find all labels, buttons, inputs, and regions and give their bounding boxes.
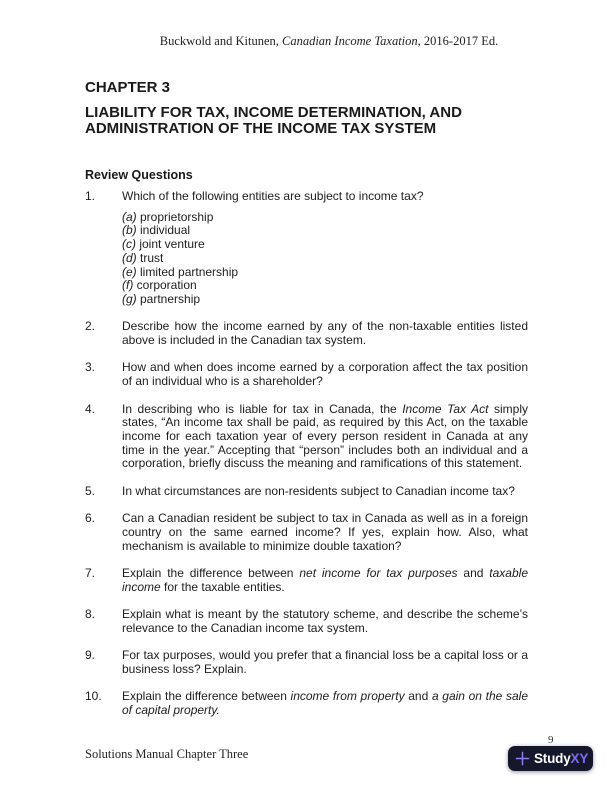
question-subitems	[122, 211, 528, 307]
questions-list	[85, 190, 528, 718]
plus-icon	[515, 751, 530, 766]
question-item	[85, 320, 528, 347]
question-number: 3.	[85, 360, 96, 375]
subitem: (e) limited partnership	[122, 264, 239, 279]
question-text: Explain the difference between net income for tax purposes and taxable income for the taxable entities.	[122, 565, 528, 594]
question-item	[85, 512, 528, 553]
running-header: Buckwold and Kitunen, Canadian Income Taxation, 2016-2017 Ed.	[159, 34, 499, 48]
question-number: 1.	[85, 189, 96, 203]
subitem: (f) corporation	[122, 278, 197, 293]
question-text: Explain the difference between income from property and a gain on the sale of capital property.	[122, 689, 528, 717]
subitem: (a) proprietorship	[122, 209, 214, 224]
chapter-label: CHAPTER 3	[85, 79, 171, 96]
studyxy-logo-suffix: XY	[570, 751, 589, 766]
question-text: How and when does income earned by a corporation affect the tax position of an individual who is a shareholder?	[122, 360, 528, 389]
subitem: (g) partnership	[122, 291, 201, 306]
question-number: 10.	[85, 689, 102, 704]
studyxy-logo-text	[534, 751, 588, 766]
question-number: 4.	[85, 401, 96, 416]
question-item	[85, 190, 528, 307]
chapter-title-line-2: ADMINISTRATION OF THE INCOME TAX SYSTEM	[85, 119, 437, 137]
question-number: 5.	[85, 483, 96, 498]
question-item	[85, 649, 528, 676]
question-number: 6.	[85, 511, 96, 526]
subitem: (c) joint venture	[122, 237, 205, 252]
question-number: 8.	[85, 606, 96, 621]
studyxy-logo-prefix: Study	[534, 751, 571, 766]
question-item	[85, 403, 528, 472]
question-number: 9.	[85, 648, 96, 663]
question-text: Describe how the income earned by any of the non-taxable entities listed above is included in the Canadian tax system.	[122, 319, 528, 348]
question-text: Explain what is meant by the statutory scheme, and describe the scheme’s relevance to the Canadian income tax system.	[122, 606, 528, 635]
question-item	[85, 361, 528, 388]
question-text: For tax purposes, would you prefer that a financial loss be a capital loss or a business loss? Explain.	[122, 648, 528, 676]
question-text: In describing who is liable for tax in Canada, the Income Tax Act simply states, “An income tax shall be paid, as required by this Act, on the taxable income for each taxation year of every person resident in Canada at any time in the year.” Accepting that “person” includes both an individual and a corporation, briefly discuss the meaning and ramifications of this statement.	[122, 401, 528, 471]
question-item	[85, 690, 528, 717]
footer-text: Solutions Manual Chapter Three	[85, 747, 249, 761]
question-item	[85, 608, 528, 635]
page-number: 9	[548, 734, 554, 746]
section-heading: Review Questions	[85, 168, 193, 182]
question-text: Which of the following entities are subject to income tax? (a) proprietorship (b) individual (c) joint venture (d) trust (e) limited partnership (f) corporation (g) partnership	[122, 190, 528, 307]
question-item	[85, 485, 528, 499]
chapter-title-line-1: LIABILITY FOR TAX, INCOME DETERMINATION, AND	[85, 104, 462, 121]
chapter-title	[85, 105, 545, 136]
subitem: (b) individual	[122, 223, 191, 238]
subitem: (d) trust	[122, 250, 164, 265]
question-item	[85, 567, 528, 594]
question-text: In what circumstances are non-residents subject to Canadian income tax?	[122, 483, 515, 498]
question-number: 7.	[85, 565, 96, 580]
question-text: Can a Canadian resident be subject to tax in Canada as well as in a foreign country on the same earned income? If yes, explain how. Also, what mechanism is available to minimize double taxation?	[122, 511, 528, 553]
studyxy-logo-badge	[508, 746, 593, 771]
question-number: 2.	[85, 319, 96, 334]
